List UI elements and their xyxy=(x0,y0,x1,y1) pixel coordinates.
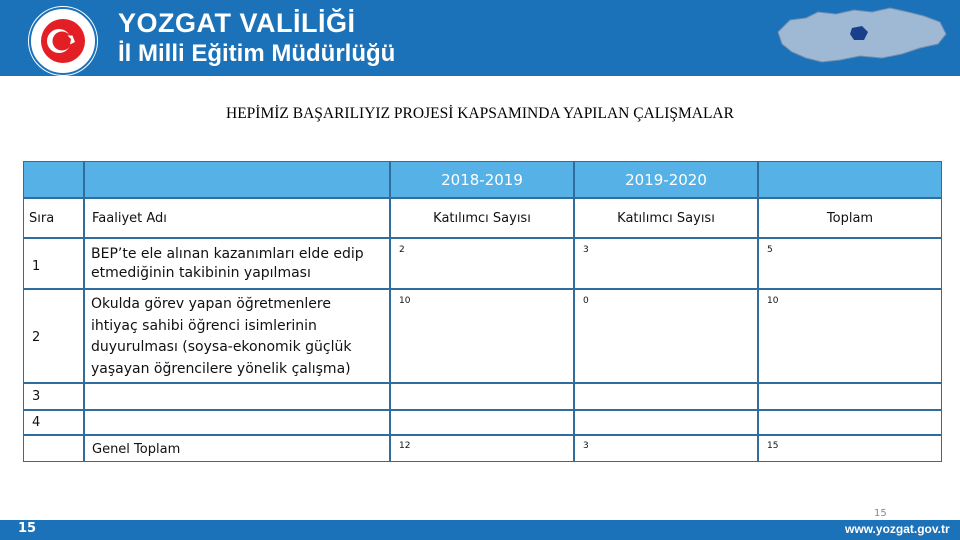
header-blank-activity xyxy=(84,161,390,198)
row-4-participants-1 xyxy=(390,410,574,435)
total-row-blank xyxy=(23,435,84,462)
grand-total-participants-2: 3 xyxy=(574,435,758,462)
row-4-no: 4 xyxy=(23,410,84,435)
activities-table xyxy=(23,161,942,462)
row-1-participants-2: 3 xyxy=(574,238,758,289)
header-title: YOZGAT VALİLİĞİ xyxy=(118,8,356,38)
row-3-participants-1 xyxy=(390,383,574,410)
row-3-total xyxy=(758,383,942,410)
column-header-activity: Faaliyet Adı xyxy=(84,198,390,238)
footer-slide-number: 15 xyxy=(18,521,37,536)
row-3-no: 3 xyxy=(23,383,84,410)
footer-bar xyxy=(0,520,960,540)
slide-number: 15 xyxy=(874,508,887,519)
row-1-activity: BEP’te ele alınan kazanımları elde edip etmediğinin takibinin yapılması xyxy=(84,238,390,289)
grand-total-label: Genel Toplam xyxy=(84,435,390,462)
column-header-participants-1: Katılımcı Sayısı xyxy=(390,198,574,238)
column-header-total: Toplam xyxy=(758,198,942,238)
grand-total-participants-1: 12 xyxy=(390,435,574,462)
header-blank-total xyxy=(758,161,942,198)
header-blank-no xyxy=(23,161,84,198)
footer-website: www.yozgat.gov.tr xyxy=(845,522,950,536)
row-4-participants-2 xyxy=(574,410,758,435)
row-4-total xyxy=(758,410,942,435)
row-3-participants-2 xyxy=(574,383,758,410)
row-2-participants-1: 10 xyxy=(390,289,574,383)
row-1-total: 5 xyxy=(758,238,942,289)
valilik-logo xyxy=(28,6,98,76)
column-header-no: Sıra xyxy=(23,198,84,238)
row-1-participants-1: 2 xyxy=(390,238,574,289)
row-4-activity xyxy=(84,410,390,435)
turkey-map-icon xyxy=(770,2,950,72)
year-header-2018-2019: 2018-2019 xyxy=(390,161,574,198)
page-title: HEPİMİZ BAŞARILIYIZ PROJESİ KAPSAMINDA YAPILAN ÇALIŞMALAR xyxy=(226,105,734,122)
row-1-no: 1 xyxy=(23,238,84,289)
grand-total-total: 15 xyxy=(758,435,942,462)
column-header-participants-2: Katılımcı Sayısı xyxy=(574,198,758,238)
row-2-no: 2 xyxy=(23,289,84,383)
row-2-activity: Okulda görev yapan öğretmenlere ihtiyaç sahibi öğrenci isimlerinin duyurulması (soysa-ekonomik güçlük yaşayan öğrencilere yönelik çalışma) xyxy=(84,289,390,383)
header-subtitle: İl Milli Eğitim Müdürlüğü xyxy=(118,40,396,67)
row-2-total: 10 xyxy=(758,289,942,383)
row-3-activity xyxy=(84,383,390,410)
year-header-2019-2020: 2019-2020 xyxy=(574,161,758,198)
row-2-participants-2: 0 xyxy=(574,289,758,383)
